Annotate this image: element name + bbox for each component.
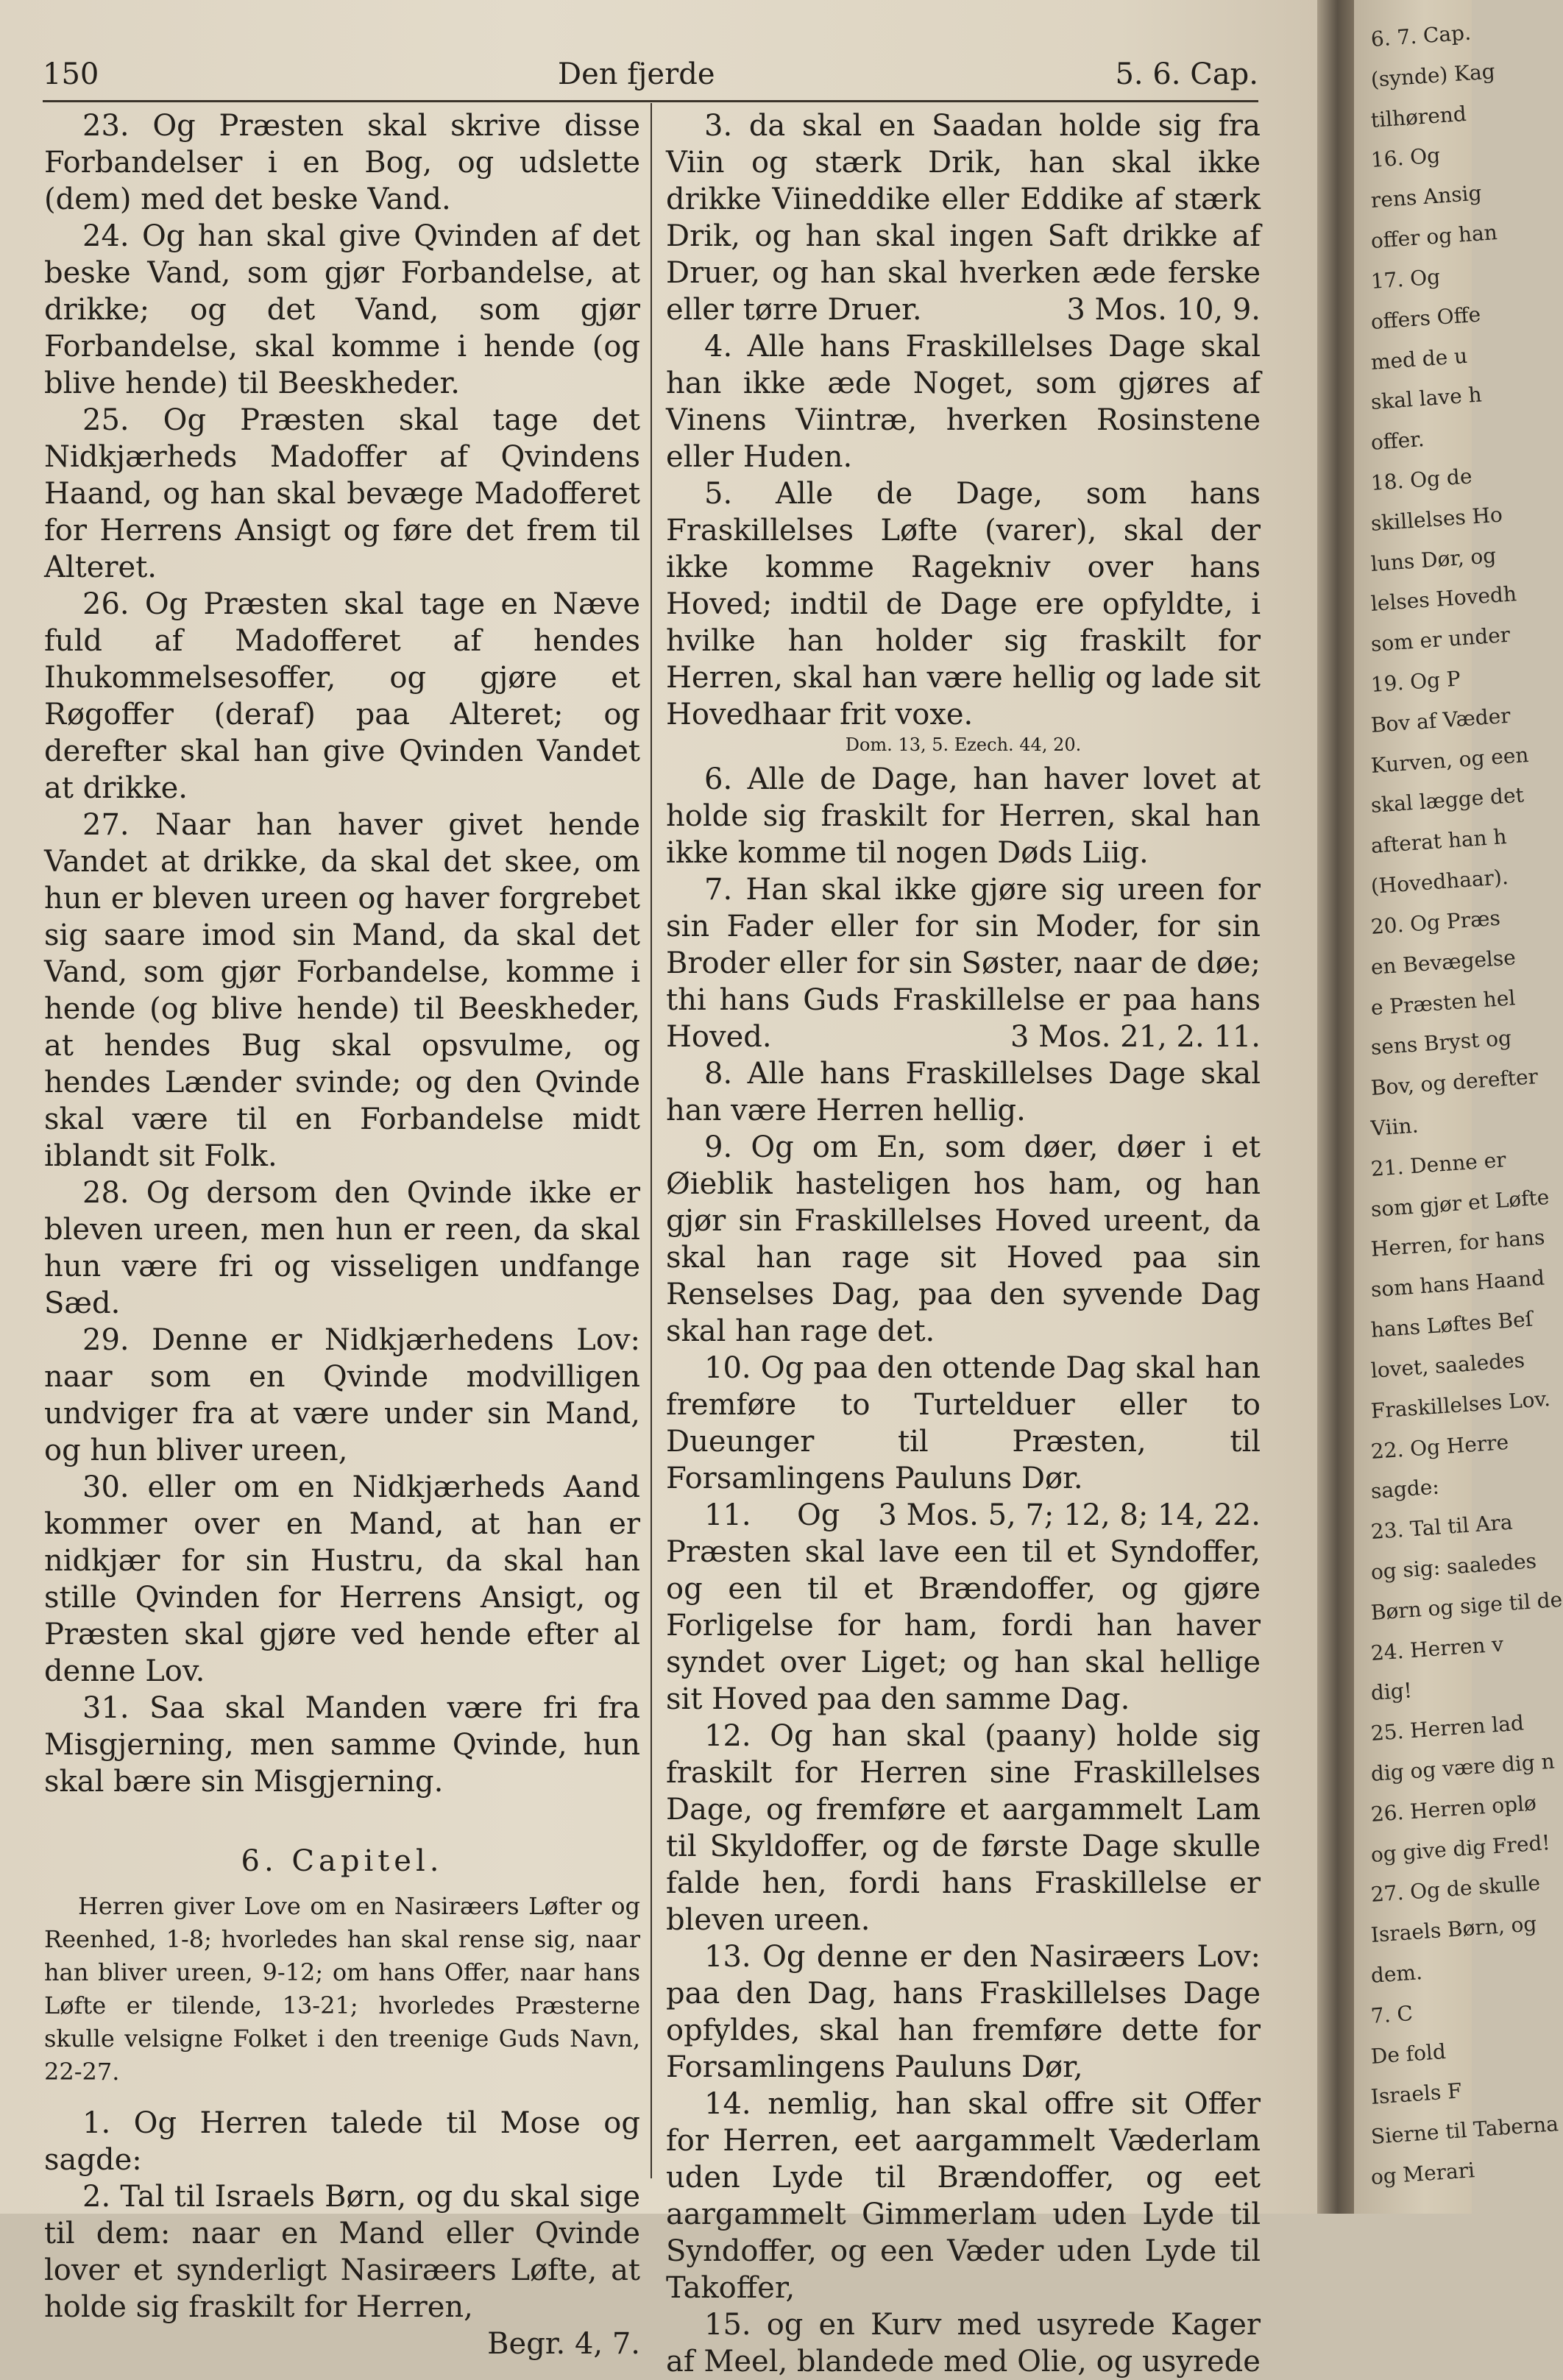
next-page-text-fragment: med de u <box>1369 343 1469 375</box>
verse-text: 12. Og han skal (paany) holde sig fraskilt for Herren sine Fraskillelses Dage, og fremføre et aargammelt Lam til Skyldoffer, og de første Dage skulle falde hen, fordi hans Fraskillelse er bleven ureen. <box>666 1719 1261 1937</box>
next-page-text-fragment: og sig: saaledes <box>1369 1548 1537 1584</box>
next-page-text-fragment: lovet, saaledes <box>1369 1347 1525 1383</box>
verse-reference: 3 Mos. 10, 9. <box>1066 293 1261 327</box>
verse-text: 28. Og dersom den Qvinde ikke er bleven ureen, men hun er reen, da skal hun være fri og visseligen undfange Sæd. <box>44 1176 640 1320</box>
verse <box>666 1938 1261 2086</box>
verse-text: 11. Og Præsten skal lave een til et Syndoffer, og een til et Brændoffer, og gjøre Forligelse for ham, fordi han haver syndet over Liget; og han skal hellige sit Hoved paa den samme Dag. <box>666 1498 1261 1716</box>
verse-text: 26. Og Præsten skal tage en Næve fuld af Madofferet af hendes Ihukommelsesoffer, og gjøre et Røgoffer (deraf) paa Alteret; og derefter skal han give Qvinden Vandet at drikke. <box>44 587 640 805</box>
book-gutter <box>1317 0 1354 2214</box>
right-verses-a <box>666 107 1261 733</box>
next-page-text-fragment: tilhørend <box>1369 101 1467 132</box>
next-page-text-fragment: 27. Og de skulle <box>1369 1871 1541 1908</box>
next-page-text-fragment: som er under <box>1369 623 1511 657</box>
verse-text: 6. Alle de Dage, han haver lovet at holde sig fraskilt for Herren, skal han ikke komme til nogen Døds Liig. <box>666 762 1261 870</box>
next-page-text-fragment: skal lægge det <box>1369 782 1525 818</box>
next-page-text-fragment: Herren, for hans <box>1369 1225 1546 1262</box>
verse <box>666 2306 1261 2380</box>
book-title: Den fjerde <box>558 57 715 91</box>
chapter-heading: 6. Capitel. <box>241 1844 444 1878</box>
next-page-text-fragment: hans Løftes Beſ <box>1369 1306 1534 1342</box>
next-page-text-fragment: Bov af Væder <box>1369 703 1511 737</box>
verse-text: 24. Og han skal give Qvinden af det beske Vand, som gjør Forbandelse, at drikke; og det Vand, som gjør Forbandelse, skal komme i hende (og blive hende) til Beeskheder. <box>44 219 640 400</box>
verse-reference: Begr. 4, 7. <box>487 2327 640 2361</box>
left-column <box>44 107 640 2362</box>
next-page-text-fragment: 24. Herren v <box>1369 1631 1505 1665</box>
next-page-text-fragment: (synde) Kag <box>1369 59 1496 92</box>
next-page-text-fragment: skal lave h <box>1369 382 1483 415</box>
header-rule <box>43 100 1258 102</box>
verse <box>666 1055 1261 1129</box>
verse-text: 27. Naar han haver givet hende Vandet at drikke, da skal det skee, om hun er bleven ureen og haver forgrebet sig saare imod sin Mand, da skal det Vand, som gjør Forbandelse, komme i hende (og blive hende) til Beeskheder, at hendes Bug skal opsvulme, og hendes Lænder svinde; og den Qvinde skal være til en Forbandelse midt iblandt sit Folk. <box>44 808 640 1173</box>
verse-text: 23. Og Præsten skal skrive disse Forbandelser i en Bog, og udslette (dem) med det beske Vand. <box>44 109 640 216</box>
verse <box>44 807 640 1175</box>
next-page-text-fragment: 17. Og <box>1369 264 1442 294</box>
next-page-text-fragment: 7. C <box>1369 2000 1414 2028</box>
verse <box>44 2178 640 2361</box>
next-page-text-fragment: luns Dør, og <box>1369 542 1498 576</box>
next-page-text-fragment: Sierne til Taberna <box>1369 2111 1559 2150</box>
verse <box>44 107 640 218</box>
next-page-text-fragment: Viin. <box>1369 1113 1420 1141</box>
next-page-text-fragment: lelses Hovedh <box>1369 581 1517 617</box>
next-page-text-fragment: offers Offe <box>1369 302 1482 334</box>
next-page-text-fragment: 20. Og Præs <box>1369 905 1501 939</box>
next-page-text-fragment: 18. Og de <box>1369 464 1473 495</box>
next-page-text-fragment: Israels Børn, og <box>1369 1911 1538 1948</box>
next-page-text-fragment: Børn og sige til de <box>1369 1587 1563 1625</box>
verse <box>666 1350 1261 1532</box>
verse <box>666 871 1261 1055</box>
verse-text: 31. Saa skal Manden være fri fra Misgjerning, men samme Qvinde, hun skal bære sin Misgjerning. <box>44 1691 640 1799</box>
cross-reference: Dom. 13, 5. Ezech. 44, 20. <box>845 734 1082 755</box>
next-page-text-fragment: og Merari <box>1369 2158 1476 2190</box>
next-page-text-fragment: 21. Denne er <box>1369 1147 1507 1181</box>
verse-text: 4. Alle hans Fraskillelses Dage skal han ikke æde Noget, som gjøres af Vinens Viintræ, hverken Rosinstene eller Huden. <box>666 330 1261 474</box>
left-verses <box>44 107 640 1800</box>
page-number: 150 <box>43 57 99 91</box>
verse <box>44 586 640 807</box>
verse <box>666 328 1261 475</box>
next-page-text-fragment: Israels F <box>1369 2078 1463 2109</box>
next-page-text-fragment: 23. Tal til Ara <box>1369 1509 1514 1545</box>
verse-text: 5. Alle de Dage, som hans Fraskillelses Løfte (varer), skal der ikke komme Ragekniv over hans Hoved; indtil de Dage ere opfyldte, i hvilke han holder sig fraskilt for Herren, skal han være hellig og lade sit Hovedhaar frit voxe. <box>666 477 1261 732</box>
next-page-text-fragment: 6. 7. Cap. <box>1369 20 1472 52</box>
next-page-text-fragment: 22. Og Herre <box>1369 1429 1510 1464</box>
verse <box>44 1690 640 1800</box>
next-page-text-fragment: sagde: <box>1369 1474 1440 1504</box>
right-column <box>666 107 1261 2380</box>
next-page-text-fragment: offer og han <box>1369 220 1498 253</box>
next-page-text-fragment: 25. Herren lad <box>1369 1710 1525 1746</box>
verse-text: 15. og en Kurv med usyrede Kager af Meel, blandede med Olie, og usyrede <box>666 2308 1261 2379</box>
verse-text: 30. eller om en Nidkjærheds Aand kommer over en Mand, at han er nidkjær for sin Hustru, da skal han stille Qvinden for Herrens Ansigt, og Præsten skal gjøre ved hende efter al denne Lov. <box>44 1470 640 1688</box>
verse <box>44 1469 640 1690</box>
chapter-reference: 5. 6. Cap. <box>1115 57 1258 91</box>
next-page-text-fragment: dig og være dig n <box>1369 1749 1556 1786</box>
verse-reference: 3 Mos. 21, 2. 11. <box>1010 1020 1261 1054</box>
next-page-text-fragment: som hans Haand <box>1369 1265 1545 1303</box>
verse-text: 7. Han skal ikke gjøre sig ureen for sin Fader eller for sin Moder, for sin Broder eller for sin Søster, naar de døe; thi hans Guds Fraskillelse er paa hans Hoved. <box>666 873 1261 1054</box>
verse-text: 14. nemlig, han skal offre sit Offer for Herren, eet aargammelt Væderlam uden Lyde til Brændoffer, og eet aargammelt Gimmerlam uden Lyde til Syndoffer, og een Væder uden Lyde til Takoffer, <box>666 2087 1261 2305</box>
next-page-text-fragment: rens Ansig <box>1369 180 1483 213</box>
verse <box>44 218 640 402</box>
verse-text: 1. Og Herren talede til Mose og sagde: <box>44 2106 640 2177</box>
chapter-verses <box>44 2105 640 2361</box>
next-page-text-fragment: afterat han h <box>1369 824 1508 859</box>
verse-text: 10. Og paa den ottende Dag skal han fremføre to Turtelduer eller to Dueunger til Præsten, til Forsamlingens Pauluns Dør. <box>666 1351 1261 1495</box>
verse <box>666 1129 1261 1350</box>
verse <box>666 107 1261 328</box>
next-page-text-fragment: De fold <box>1369 2039 1447 2069</box>
next-page-text-fragment: en Bevægelse <box>1369 944 1517 980</box>
column-divider <box>651 103 652 2178</box>
verse-reference: 3 Mos. 5, 7; 12, 8; 14, 22. <box>878 1498 1261 1532</box>
verse-text: 9. Og om En, som døer, døer i et Øieblik hasteligen hos ham, og han gjør sin Fraskillelses Hoved ureent, da skal han rage sit Hoved paa sin Renselses Dag, paa den syvende Dag skal han rage det. <box>666 1130 1261 1348</box>
next-page-edge <box>1354 0 1563 2214</box>
next-page-text-fragment: 26. Herren oplø <box>1369 1791 1537 1827</box>
verse-text: 29. Denne er Nidkjærhedens Lov: naar som en Qvinde modvilligen undviger fra at være under sin Mand, og hun bliver ureen, <box>44 1323 640 1467</box>
verse <box>44 2105 640 2178</box>
next-page-text-fragment: offer. <box>1369 427 1425 456</box>
next-page-text-fragment: dig! <box>1369 1678 1414 1706</box>
next-page-text-fragment: sens Bryst og <box>1369 1026 1512 1060</box>
verse <box>666 475 1261 733</box>
verse <box>666 1718 1261 1938</box>
next-page-text-fragment: e Præsten hel <box>1369 985 1517 1020</box>
verse-text: 3. da skal en Saadan holde sig fra Viin og stærk Drik, han skal ikke drikke Viineddike eller Eddike af stærk Drik, og han skal ingen Saft drikke af Druer, og han skal hverken æde ferske eller tørre Druer. <box>666 109 1261 327</box>
verse-text: 25. Og Præsten skal tage det Nidkjærheds Madoffer af Qvindens Haand, og han skal bevæge Madofferet for Herrens Ansigt og føre det frem til Alteret. <box>44 403 640 584</box>
next-page-text-fragment: og give dig Fred! <box>1369 1830 1551 1867</box>
verse <box>666 2086 1261 2306</box>
verse <box>666 761 1261 871</box>
verse <box>44 1322 640 1469</box>
next-page-text-fragment: som gjør et Løfte <box>1369 1184 1550 1222</box>
verse-text: 8. Alle hans Fraskillelses Dage skal han være Herren hellig. <box>666 1057 1261 1127</box>
verse-text: 2. Tal til Israels Børn, og du skal sige til dem: naar en Mand eller Qvinde lover et synderligt Nasiræers Løfte, at holde sig fraskilt for Herren, <box>44 2180 640 2324</box>
verse <box>44 1175 640 1322</box>
running-header <box>43 57 1258 102</box>
next-page-text-fragment: 19. Og P <box>1369 666 1461 697</box>
verse <box>44 402 640 586</box>
next-page-text-fragment: skillelses Ho <box>1369 502 1503 536</box>
next-page-text-fragment: dem. <box>1369 1960 1423 1988</box>
right-verses-b <box>666 761 1261 2380</box>
verse-text: 13. Og denne er den Nasiræers Lov: paa den Dag, hans Fraskillelses Dage opfyldes, skal han fremføre dette for Forsamlingens Pauluns Dør, <box>666 1940 1261 2084</box>
next-page-text-fragment: Bov, og derefter <box>1369 1064 1539 1101</box>
chapter-summary: Herren giver Love om en Nasiræers Løfter og Reenhed, 1-8; hvorledes han skal rense sig, naar han bliver ureen, 9-12; om hans Offer, naar hans Løfte er tilende, 13-21; hvorledes Præsterne skulle velsigne Folket i den treenige Guds Navn, 22-27. <box>44 1892 640 2086</box>
next-page-text-fragment: 16. Og <box>1369 143 1442 173</box>
next-page-text-fragment: Fraskillelses Lov. <box>1369 1386 1551 1423</box>
next-page-text-fragment: Kurven, og een <box>1369 742 1530 778</box>
next-page-text-fragment: (Hovedhaar). <box>1369 865 1509 899</box>
